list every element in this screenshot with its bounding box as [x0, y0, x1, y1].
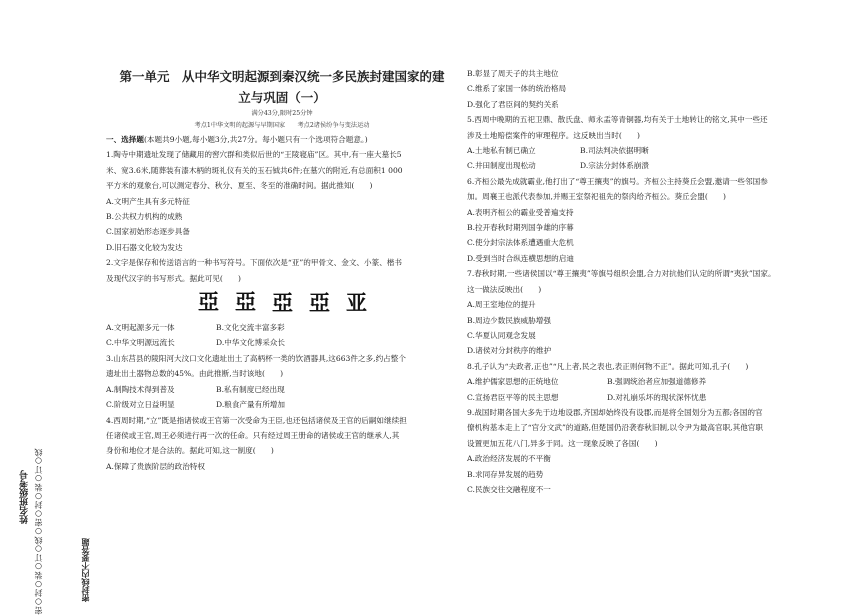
q2-option-a[interactable]: A.文明起源多元一体 [106, 323, 175, 333]
q2-options-row-1 [106, 320, 458, 335]
q8-stem-1: 8.孔子认为“夫政者,正也”“凡上者,民之表也,表正则何物不正”。据此可知,孔子( ) [467, 361, 749, 371]
q1-stem-2: 米、宽3.6米,随葬装有漆木柄的斑礼仪有关的玉石钺共6件;在墓穴的附近,有总面积1 000 [106, 165, 403, 175]
q9-option-c[interactable]: C.民族交往交融程度不一 [467, 484, 551, 494]
ya-regular-glyph: 亞 [309, 290, 330, 316]
q9-stem-3: 设置更加五花八门,异多于同。这一现象反映了各国( ) [467, 438, 658, 448]
q3-stem-1: 3.山东莒县的陵阳河大汶口文化遗址出土了高柄杯一类的饮酒器具,这663件之多,约占整个 [106, 353, 406, 363]
seal-line: 密○封○装○订○线○密○封○装○订○线 [34, 448, 43, 615]
section-instructions: (本题共9小题,每小题3分,共27分。每小题只有一个选项符合题意。) [143, 135, 368, 144]
q5-stem-1: 5.西周中晚期的五祀卫鼎、散氏盘、师永盂等青铜器,均有关于土地转让的铭文,其中一些还 [467, 115, 768, 125]
q8-option-a[interactable]: A.维护儒家思想的正统地位 [467, 377, 559, 387]
binding-margin [0, 0, 95, 615]
ya-seal-glyph: 亞 [272, 290, 293, 316]
q3-stem-2: 遗址出土器物总数的45%。由此推断,当时该地( ) [106, 369, 284, 379]
q9-stem-1: 9.战国时期各国大多先于边地设郡,齐国却始终没有设郡,而是将全国划分为五都;各国的官 [467, 407, 763, 417]
page-title-line1: 第一单元 从中华文明起源到秦汉统一多民族封建国家的建 [119, 69, 445, 84]
q2-stem-1: 2.文字是保存和传送语言的一种书写符号。下面依次是“亚”的甲骨文、金文、小篆、楷书 [106, 258, 402, 268]
q5-options-row-1 [467, 143, 837, 158]
q5-option-a[interactable]: A.土地私有制已确立 [467, 146, 536, 156]
page-title-line2: 立与巩固（一） [238, 90, 326, 105]
q1-stem-1: 1.陶寺中期遗址发现了储藏用的窖穴群和类似后世的“王陵寝庙”区。其中,有一座大墓长5 [106, 150, 402, 160]
q2-option-d[interactable]: D.中华文化博采众长 [216, 338, 285, 348]
q4-stem-2: 任诸侯或王官,周王必须进行再一次的任命。只有经过周王册命的诸侯或王官的继承人,其 [106, 430, 400, 440]
q8-option-d[interactable]: D.对礼崩乐坏的现状深怀忧患 [607, 392, 707, 402]
q7-option-a[interactable]: A.周王室地位的提升 [467, 300, 536, 310]
right-column [467, 66, 837, 497]
q5-option-d[interactable]: D.宗法分封体系崩溃 [580, 161, 649, 171]
q4-option-c[interactable]: C.维系了家国一体的统治格局 [467, 84, 567, 94]
q5-options-row-2 [467, 158, 837, 173]
q8-option-b[interactable]: B.强调统治者应加强道德修养 [607, 377, 707, 387]
q6-option-a[interactable]: A.表明齐桓公的霸业受普遍支持 [467, 207, 574, 217]
q8-option-c[interactable]: C.宣扬君臣平等的民主思想 [467, 392, 559, 402]
name-label: 姓名班级考号 [20, 470, 30, 524]
q1-option-a[interactable]: A.文明产生具有多元特征 [106, 196, 190, 206]
q7-stem-2: 这一做法反映出( ) [467, 284, 542, 294]
q1-stem-3: 平方米的观象台,可以测定春分、秋分、夏至、冬至的准确时间。据此推知( ) [106, 181, 373, 191]
q4-option-d[interactable]: D.强化了君臣间的契约关系 [467, 99, 559, 109]
q6-option-c[interactable]: C.使分封宗法体系遭遇重大危机 [467, 238, 574, 248]
q5-option-b[interactable]: B.司法判决依据明晰 [580, 146, 649, 156]
q3-option-d[interactable]: D.粮食产量有所增加 [216, 400, 285, 410]
q9-option-a[interactable]: A.政治经济发展的不平衡 [467, 454, 551, 464]
q2-options-row-2 [106, 335, 458, 350]
q7-option-b[interactable]: B.周边少数民族威胁增强 [467, 315, 551, 325]
q3-option-b[interactable]: B.私有制度已经出现 [216, 384, 285, 394]
q3-option-a[interactable]: A.制陶技术得到普及 [106, 384, 175, 394]
q6-stem-1: 6.齐桓公最先成就霸业,他打出了“尊王攘夷”的旗号。齐桓公主持葵丘会盟,邀请一些邻国参 [467, 176, 768, 186]
q3-options-row-2 [106, 397, 458, 412]
q2-option-c[interactable]: C.中华文明源远流长 [106, 338, 175, 348]
q9-stem-2: 僚机构基本走上了“官分文武”的道路,但楚国仍沿袭春秋旧制,以令尹为最高官职,其他官职 [467, 423, 763, 433]
q3-option-c[interactable]: C.阶级对立日益明显 [106, 400, 175, 410]
score-info: 满分43分,限时25分钟 [251, 110, 313, 117]
q6-option-b[interactable]: B.拉开春秋时期列国争雄的序幕 [467, 223, 574, 233]
q8-options-row-1 [467, 374, 837, 389]
q1-option-d[interactable]: D.旧石器文化较为发达 [106, 242, 183, 252]
q4-stem-1: 4.西周时期,“立”既是指诸侯或王官第一次受命为王臣,也还包括诸侯及王官的后嗣如继续担 [106, 415, 407, 425]
q4-option-b[interactable]: B.彰显了周天子的共主地位 [467, 69, 559, 78]
q7-option-c[interactable]: C.华夏认同观念发展 [467, 330, 536, 340]
q6-option-d[interactable]: D.受到当时合纵连横思想的启迪 [467, 253, 574, 263]
q5-option-c[interactable]: C.井田制度出现松动 [467, 161, 536, 171]
q6-stem-2: 加。周襄王也派代表参加,并赐王室祭祀祖先的祭肉给齐桓公。葵丘会盟( ) [467, 192, 726, 202]
left-column [106, 66, 458, 474]
q4-stem-3: 身份和地位才是合法的。据此可知,这一制度( ) [106, 446, 274, 456]
seal-note: 密封线内不要答题 [81, 538, 90, 602]
q2-stem-2: 及现代汉字的书写形式。据此可见( ) [106, 273, 242, 283]
q3-options-row-1 [106, 382, 458, 397]
q1-option-b[interactable]: B.公共权力机构的成熟 [106, 212, 183, 222]
section-heading [106, 132, 458, 147]
section-title: 一、选择题 [106, 135, 144, 144]
ya-bronze-glyph: 亞 [235, 290, 256, 315]
q9-option-b[interactable]: B.求同存异发展的趋势 [467, 469, 544, 479]
exam-points: 考点1中华文明的起源与早期国家 考点2诸侯纷争与变法运动 [194, 122, 370, 129]
q8-options-row-2 [467, 390, 837, 405]
q5-stem-2: 涉及土地赔偿案件的审理程序。这反映出当时( ) [467, 130, 640, 140]
q4-option-a[interactable]: A.保障了贵族阶层的政治特权 [106, 461, 206, 471]
ya-oracle-bone-glyph: 亞 [198, 290, 219, 315]
q2-option-b[interactable]: B.文化交流丰富多彩 [216, 323, 285, 333]
q7-option-d[interactable]: D.诸侯对分封秩序的维护 [467, 346, 552, 356]
q7-stem-1: 7.春秋时期,一些诸侯国以“尊王攘夷”等旗号组织会盟,合力对抗他们认定的所谓“夷狄”国家。 [467, 269, 776, 279]
ya-modern-glyph: 亚 [346, 290, 367, 316]
ya-character-evolution [106, 286, 458, 320]
q1-option-c[interactable]: C.国家初始形态逐步具备 [106, 227, 190, 237]
